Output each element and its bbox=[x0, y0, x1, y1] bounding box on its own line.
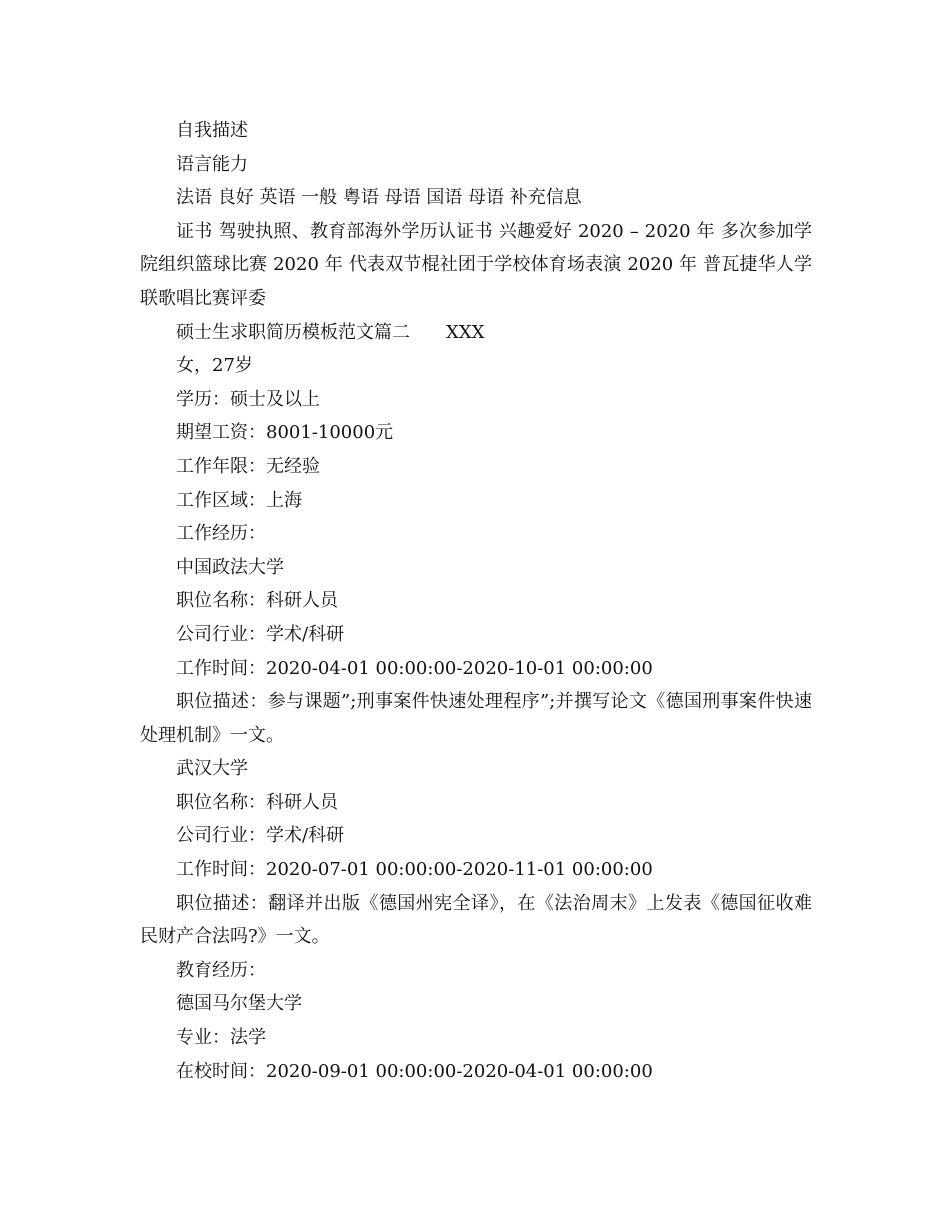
employer-2-period: 工作时间：2020-07-01 00:00:00-2020-11-01 00:00:00 bbox=[176, 859, 653, 881]
section-heading-language: 语言能力 bbox=[176, 153, 248, 175]
work-years: 工作年限：无经验 bbox=[176, 455, 320, 477]
education-heading: 教育经历： bbox=[176, 959, 266, 981]
document-body bbox=[140, 114, 812, 1088]
expected-salary: 期望工资：8001-10000元 bbox=[176, 422, 394, 444]
work-experience-heading: 工作经历： bbox=[176, 523, 266, 545]
work-region: 工作区域：上海 bbox=[176, 489, 302, 511]
employer-2-position: 职位名称：科研人员 bbox=[176, 791, 338, 813]
employer-1-period: 工作时间：2020-04-01 00:00:00-2020-10-01 00:00:00 bbox=[176, 657, 653, 679]
employer-2: 武汉大学 bbox=[176, 758, 248, 780]
school-major: 专业：法学 bbox=[176, 1027, 266, 1049]
school-period: 在校时间：2020-09-01 00:00:00-2020-04-01 00:00:00 bbox=[176, 1060, 653, 1082]
resume-title: 硕士生求职简历模板范文篇二 bbox=[176, 321, 410, 343]
school-name: 德国马尔堡大学 bbox=[176, 993, 302, 1015]
education-level: 学历：硕士及以上 bbox=[176, 388, 320, 410]
language-skills-line: 法语 良好 英语 一般 粤语 母语 国语 母语 补充信息 bbox=[176, 187, 582, 209]
employer-1: 中国政法大学 bbox=[176, 556, 284, 578]
section-heading-self-description: 自我描述 bbox=[176, 120, 248, 141]
employer-1-position: 职位名称：科研人员 bbox=[176, 590, 338, 612]
employer-1-industry: 公司行业：学术/科研 bbox=[176, 623, 345, 645]
certificates-hobbies-paragraph: 证书 驾驶执照、教育部海外学历认证书 兴趣爱好 2020 – 2020 年 多次参加学院组织篮球比赛 2020 年 代表双节棍社团于学校体育场表演 2020 年 普瓦捷华人学联歌唱比赛评委 bbox=[140, 220, 812, 309]
employer-2-description: 职位描述：翻译并出版《德国州宪全译》，在《法治周末》上发表《德国征收难民财产合法吗?》一文。 bbox=[140, 892, 812, 948]
gender-age: 女，27岁 bbox=[176, 355, 253, 377]
employer-1-description: 职位描述：参与课题”;刑事案件快速处理程序”;并撰写论文《德国刑事案件快速处理机制》一文。 bbox=[140, 691, 812, 746]
employer-2-industry: 公司行业：学术/科研 bbox=[176, 825, 345, 847]
resume-title-line bbox=[140, 316, 812, 350]
resume-name-placeholder: XXX bbox=[446, 321, 485, 343]
